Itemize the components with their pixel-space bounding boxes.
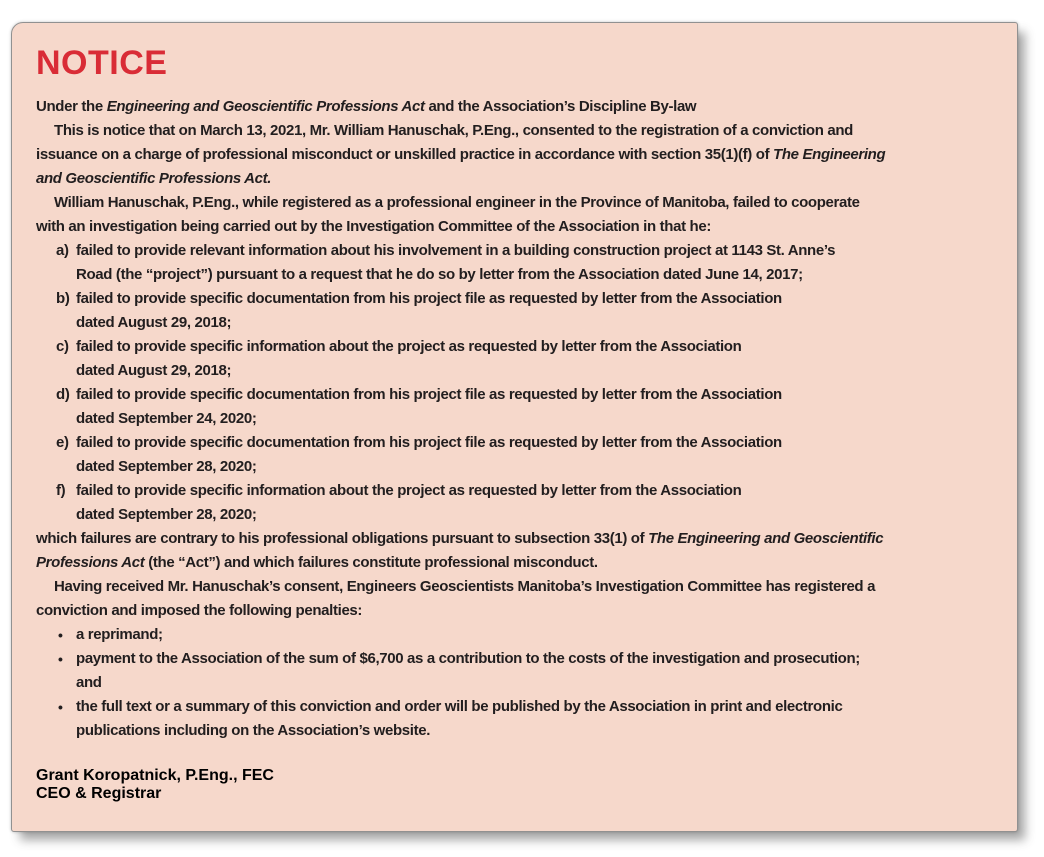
paragraph: which failures are contrary to his professional obligations pursuant to subsection 33(1) of The Engineering and Geoscientific Professions Act (the “Act”) and which failures constitute professional misconduct.	[36, 530, 884, 571]
list-marker: b)	[56, 290, 70, 307]
list-item	[36, 335, 999, 383]
paragraph: Under the Engineering and Geoscientific Professions Act and the Association’s Discipline By-law	[36, 98, 697, 115]
item-text: payment to the Association of the sum of $6,700 as a contribution to the costs of the investigation and prosecution; and	[76, 650, 860, 691]
bullet-marker: •	[58, 651, 63, 667]
list-item	[36, 431, 999, 479]
item-text: failed to provide specific documentation from his project file as requested by letter from the Association dated August 29, 2018;	[76, 290, 782, 331]
list-marker: f)	[56, 482, 66, 499]
signature-name: Grant Koropatnick, P.Eng., FEC	[36, 767, 274, 784]
list-marker: d)	[56, 386, 70, 403]
item-text: failed to provide specific information about the project as requested by letter from the Association dated August 29, 2018;	[76, 338, 742, 379]
bullet-marker: •	[58, 699, 63, 715]
bullet-item	[36, 695, 999, 743]
list-marker: c)	[56, 338, 69, 355]
item-text: failed to provide relevant information about his involvement in a building construction project at 1143 St. Anne’s Road (the “project”) pursuant to a request that he do so by letter from the Association dated June 14, 2017;	[76, 242, 836, 283]
paragraph: This is notice that on March 13, 2021, Mr. William Hanuschak, P.Eng., consented to the registration of a conviction and issuance on a charge of professional misconduct or unskilled practice in accordance with section 35(1)(f) of The Engineering and Geoscientific Professions Act.	[36, 122, 886, 187]
notice-box	[11, 22, 1018, 832]
bullet-item	[36, 647, 999, 695]
list-item	[36, 479, 999, 527]
item-text: failed to provide specific documentation from his project file as requested by letter from the Association dated September 28, 2020;	[76, 434, 782, 475]
list-marker: a)	[56, 242, 69, 259]
list-item	[36, 287, 999, 335]
notice-body	[36, 95, 999, 743]
signature-role: CEO & Registrar	[36, 785, 162, 802]
signature	[36, 767, 999, 803]
notice-title: NOTICE	[36, 44, 168, 82]
list-item	[36, 239, 999, 287]
item-text: failed to provide specific documentation from his project file as requested by letter from the Association dated September 24, 2020;	[76, 386, 782, 427]
item-text: failed to provide specific information about the project as requested by letter from the Association dated September 28, 2020;	[76, 482, 742, 523]
item-text: the full text or a summary of this conviction and order will be published by the Association in print and electronic publications including on the Association’s website.	[76, 698, 843, 739]
paragraph: William Hanuschak, P.Eng., while registered as a professional engineer in the Province of Manitoba, failed to cooperate with an investigation being carried out by the Investigation Committee of the Association in that he:	[36, 194, 860, 235]
item-text: a reprimand;	[76, 626, 163, 643]
paragraph: Having received Mr. Hanuschak’s consent, Engineers Geoscientists Manitoba’s Investigation Committee has registered a conviction and imposed the following penalties:	[36, 578, 876, 619]
list-marker: e)	[56, 434, 69, 451]
list-item	[36, 383, 999, 431]
bullet-item	[36, 623, 999, 647]
bullet-marker: •	[58, 627, 63, 643]
